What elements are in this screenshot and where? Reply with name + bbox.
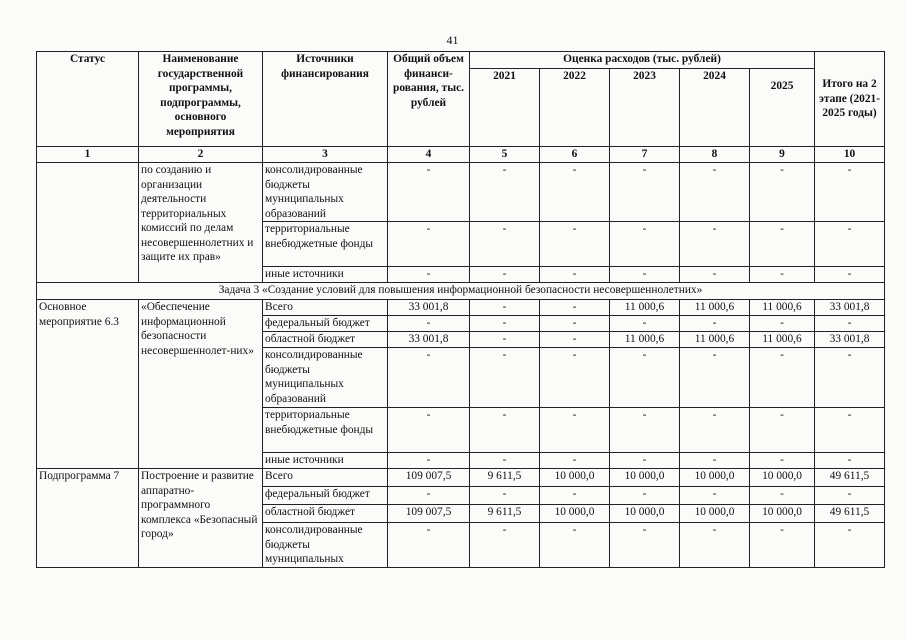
value-cell: 109 007,5 bbox=[388, 469, 470, 487]
value-cell: - bbox=[540, 487, 610, 505]
value-cell: - bbox=[815, 523, 885, 568]
value-cell: - bbox=[388, 453, 470, 469]
header-total-volume: Общий объем финанси-рования, тыс. рублей bbox=[388, 52, 470, 147]
value-cell: 10 000,0 bbox=[750, 469, 815, 487]
value-cell: - bbox=[680, 487, 750, 505]
value-cell: 11 000,6 bbox=[610, 300, 680, 316]
value-cell: - bbox=[610, 163, 680, 222]
value-cell: 10 000,0 bbox=[680, 469, 750, 487]
value-cell: - bbox=[815, 267, 885, 283]
program-name-cell: по созданию и организации деятельности территориальных комиссий по делам несовершеннолетних и защите их прав» bbox=[139, 163, 263, 283]
program-name-cell: «Обеспечение информационной безопасности несовершеннолет-них» bbox=[139, 300, 263, 469]
value-cell: 49 611,5 bbox=[815, 505, 885, 523]
value-cell: - bbox=[610, 348, 680, 408]
value-cell: 11 000,6 bbox=[680, 300, 750, 316]
status-cell: Основное мероприятие 6.3 bbox=[37, 300, 139, 469]
source-cell: областной бюджет bbox=[263, 505, 388, 523]
status-cell: Подпрограмма 7 bbox=[37, 469, 139, 568]
value-cell: - bbox=[610, 408, 680, 453]
column-number: 6 bbox=[540, 147, 610, 163]
column-number: 10 bbox=[815, 147, 885, 163]
source-cell: Всего bbox=[263, 469, 388, 487]
program-name-cell: Построение и развитие аппаратно-программного комплекса «Безопасный город» bbox=[139, 469, 263, 568]
value-cell: - bbox=[540, 348, 610, 408]
value-cell: - bbox=[610, 267, 680, 283]
value-cell: 49 611,5 bbox=[815, 469, 885, 487]
value-cell: - bbox=[540, 267, 610, 283]
value-cell: - bbox=[470, 408, 540, 453]
value-cell: 33 001,8 bbox=[388, 300, 470, 316]
value-cell: - bbox=[815, 316, 885, 332]
value-cell: - bbox=[750, 348, 815, 408]
value-cell: - bbox=[470, 348, 540, 408]
value-cell: 33 001,8 bbox=[815, 332, 885, 348]
value-cell: - bbox=[540, 453, 610, 469]
value-cell: - bbox=[680, 348, 750, 408]
value-cell: - bbox=[815, 163, 885, 222]
value-cell: - bbox=[610, 316, 680, 332]
header-estimate: Оценка расходов (тыс. рублей) bbox=[470, 52, 815, 69]
header-year-2021: 2021 bbox=[470, 69, 540, 147]
value-cell: - bbox=[540, 408, 610, 453]
value-cell: - bbox=[388, 222, 470, 267]
source-cell: иные источники bbox=[263, 267, 388, 283]
value-cell: 33 001,8 bbox=[815, 300, 885, 316]
header-year-2022: 2022 bbox=[540, 69, 610, 147]
value-cell: 10 000,0 bbox=[540, 505, 610, 523]
value-cell: - bbox=[540, 332, 610, 348]
value-cell: 11 000,6 bbox=[610, 332, 680, 348]
value-cell: - bbox=[610, 453, 680, 469]
value-cell: - bbox=[470, 300, 540, 316]
value-cell: - bbox=[540, 316, 610, 332]
column-number: 7 bbox=[610, 147, 680, 163]
value-cell: 10 000,0 bbox=[540, 469, 610, 487]
value-cell: - bbox=[610, 523, 680, 568]
header-sources: Источники финансирования bbox=[263, 52, 388, 147]
value-cell: 10 000,0 bbox=[680, 505, 750, 523]
header-status: Статус bbox=[37, 52, 139, 147]
value-cell: - bbox=[680, 163, 750, 222]
value-cell: - bbox=[815, 348, 885, 408]
header-year-2024: 2024 bbox=[680, 69, 750, 147]
value-cell: - bbox=[388, 487, 470, 505]
value-cell: - bbox=[750, 408, 815, 453]
value-cell: - bbox=[470, 523, 540, 568]
value-cell: - bbox=[470, 487, 540, 505]
value-cell: - bbox=[388, 267, 470, 283]
column-number: 2 bbox=[139, 147, 263, 163]
value-cell: - bbox=[815, 453, 885, 469]
column-number: 4 bbox=[388, 147, 470, 163]
value-cell: - bbox=[680, 453, 750, 469]
page-number: 41 bbox=[446, 33, 459, 47]
column-number: 9 bbox=[750, 147, 815, 163]
header-program-name: Наименование государственной программы, подпрограммы, основного мероприятия bbox=[139, 52, 263, 147]
source-cell: областной бюджет bbox=[263, 332, 388, 348]
value-cell: 10 000,0 bbox=[610, 505, 680, 523]
value-cell: - bbox=[610, 222, 680, 267]
status-cell bbox=[37, 163, 139, 283]
value-cell: 33 001,8 bbox=[388, 332, 470, 348]
value-cell: - bbox=[470, 222, 540, 267]
value-cell: - bbox=[750, 316, 815, 332]
value-cell: 11 000,6 bbox=[680, 332, 750, 348]
value-cell: - bbox=[680, 523, 750, 568]
value-cell: - bbox=[470, 163, 540, 222]
value-cell: 9 611,5 bbox=[470, 469, 540, 487]
value-cell: - bbox=[750, 267, 815, 283]
value-cell: - bbox=[470, 453, 540, 469]
column-number: 3 bbox=[263, 147, 388, 163]
value-cell: - bbox=[388, 316, 470, 332]
value-cell: - bbox=[750, 487, 815, 505]
value-cell: - bbox=[815, 487, 885, 505]
source-cell: Всего bbox=[263, 300, 388, 316]
value-cell: - bbox=[680, 316, 750, 332]
value-cell: - bbox=[470, 267, 540, 283]
header-year-2025: 2025 bbox=[750, 69, 815, 147]
column-number: 8 bbox=[680, 147, 750, 163]
value-cell: 109 007,5 bbox=[388, 505, 470, 523]
value-cell: 11 000,6 bbox=[750, 300, 815, 316]
value-cell: - bbox=[388, 523, 470, 568]
value-cell: 9 611,5 bbox=[470, 505, 540, 523]
value-cell: 10 000,0 bbox=[750, 505, 815, 523]
value-cell: - bbox=[540, 523, 610, 568]
value-cell: - bbox=[750, 523, 815, 568]
value-cell: - bbox=[750, 163, 815, 222]
value-cell: - bbox=[750, 222, 815, 267]
source-cell: федеральный бюджет bbox=[263, 316, 388, 332]
source-cell: федеральный бюджет bbox=[263, 487, 388, 505]
header-year-2023: 2023 bbox=[610, 69, 680, 147]
value-cell: - bbox=[388, 408, 470, 453]
value-cell: 11 000,6 bbox=[750, 332, 815, 348]
value-cell: - bbox=[815, 222, 885, 267]
source-cell: консолидированные бюджеты муниципальных образований bbox=[263, 163, 388, 222]
value-cell: - bbox=[815, 408, 885, 453]
column-number: 5 bbox=[470, 147, 540, 163]
task-title: Задача 3 «Создание условий для повышения информационной безопасности несовершеннолетних» bbox=[37, 283, 885, 300]
source-cell: консолидированные бюджеты муниципальных bbox=[263, 523, 388, 568]
value-cell: - bbox=[680, 267, 750, 283]
source-cell: территориальные внебюджетные фонды bbox=[263, 222, 388, 267]
value-cell: - bbox=[470, 332, 540, 348]
source-cell: территориальные внебюджетные фонды bbox=[263, 408, 388, 453]
column-number: 1 bbox=[37, 147, 139, 163]
value-cell: - bbox=[540, 300, 610, 316]
value-cell: - bbox=[680, 222, 750, 267]
value-cell: - bbox=[540, 222, 610, 267]
value-cell: - bbox=[388, 348, 470, 408]
header-stage-total: Итого на 2 этапе (2021-2025 годы) bbox=[815, 52, 885, 147]
value-cell: - bbox=[470, 316, 540, 332]
budget-table bbox=[36, 51, 885, 568]
value-cell: 10 000,0 bbox=[610, 469, 680, 487]
value-cell: - bbox=[680, 408, 750, 453]
value-cell: - bbox=[388, 163, 470, 222]
value-cell: - bbox=[540, 163, 610, 222]
source-cell: иные источники bbox=[263, 453, 388, 469]
value-cell: - bbox=[610, 487, 680, 505]
source-cell: консолидированные бюджеты муниципальных образований bbox=[263, 348, 388, 408]
value-cell: - bbox=[750, 453, 815, 469]
